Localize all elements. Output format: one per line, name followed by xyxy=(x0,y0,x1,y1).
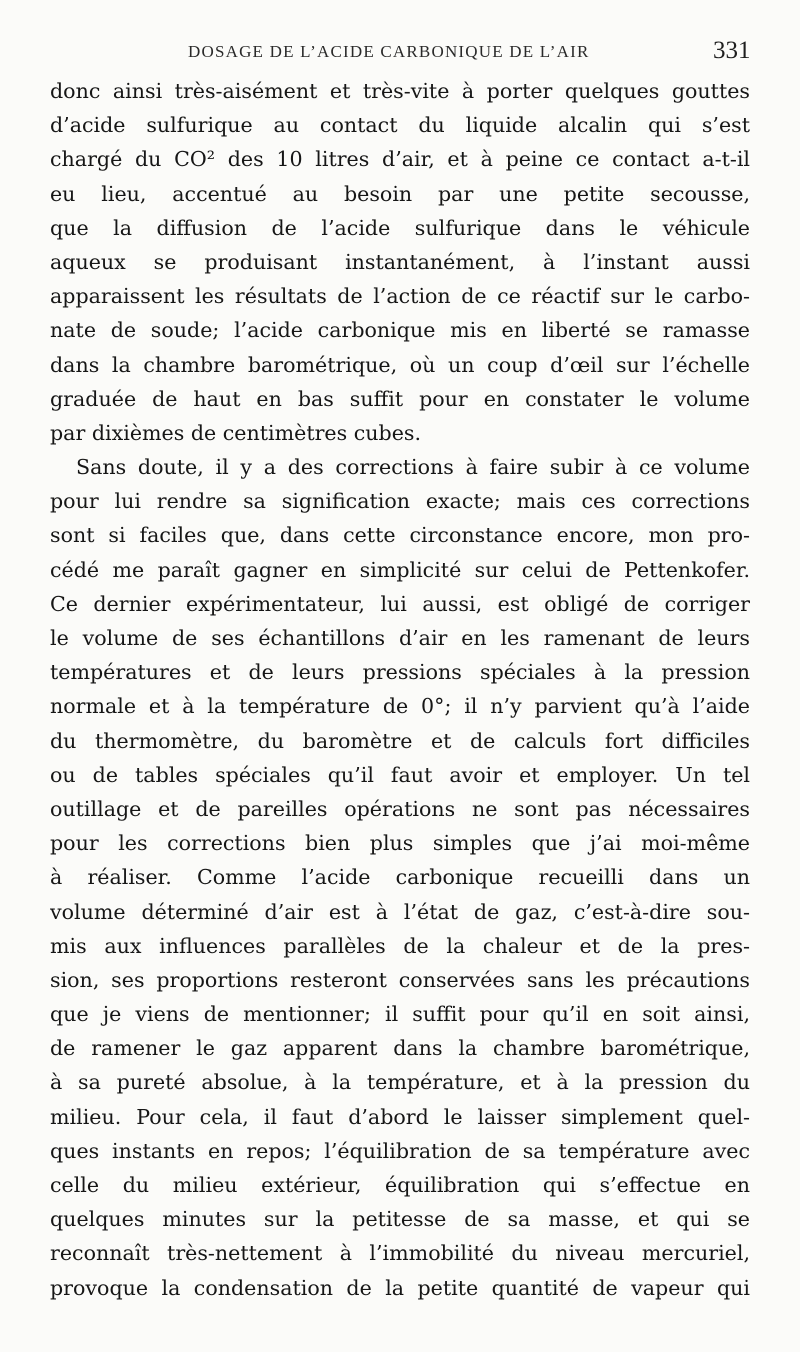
text-line: que la diffusion de l’acide sulfurique dans le véhicule xyxy=(50,215,750,240)
text-line: sion, ses proportions resteront conservées sans les précautions xyxy=(50,967,750,992)
text-line: pour les corrections bien plus simples que j’ai moi-même xyxy=(50,831,750,856)
text-line: reconnaît très-nettement à l’immobilité du niveau mercuriel, xyxy=(50,1241,750,1266)
text-line: chargé du CO² des 10 litres d’air, et à peine ce contact a-t-il xyxy=(50,147,750,172)
text-line: outillage et de pareilles opérations ne sont pas nécessaires xyxy=(50,796,750,821)
text-line: cédé me paraît gagner en simplicité sur celui de Pettenkofer. xyxy=(50,557,750,582)
text-line: par dixièmes de centimètres cubes. xyxy=(50,420,422,445)
text-line: dans la chambre barométrique, où un coup d’œil sur l’échelle xyxy=(50,352,750,377)
text-line: apparaissent les résultats de l’action de ce réactif sur le carbo- xyxy=(50,284,750,309)
text-line: à sa pureté absolue, à la température, et à la pression du xyxy=(50,1070,750,1095)
text-line: de ramener le gaz apparent dans la chambre barométrique, xyxy=(50,1036,750,1061)
running-head xyxy=(0,36,800,68)
text-line: graduée de haut en bas suffit pour en constater le volume xyxy=(50,386,750,411)
text-line: températures et de leurs pressions spéciales à la pression xyxy=(50,660,750,685)
text-line: du thermomètre, du baromètre et de calculs fort difficiles xyxy=(50,728,750,753)
text-line: aqueux se produisant instantanément, à l’instant aussi xyxy=(50,249,750,274)
running-title: DOSAGE DE L’ACIDE CARBONIQUE DE L’AIR xyxy=(188,42,590,61)
text-line: volume déterminé d’air est à l’état de gaz, c’est-à-dire sou- xyxy=(50,899,750,924)
text-line: mis aux influences parallèles de la chaleur et de la pres- xyxy=(50,933,750,958)
text-line: celle du milieu extérieur, équilibration qui s’effectue en xyxy=(50,1173,750,1197)
text-line: à réaliser. Comme l’acide carbonique recueilli dans un xyxy=(50,865,750,890)
text-line: pour lui rendre sa signification exacte; mais ces corrections xyxy=(50,489,750,514)
text-line: quelques minutes sur la petitesse de sa masse, et qui se xyxy=(50,1207,750,1232)
text-line: d’acide sulfurique au contact du liquide alcalin qui s’est xyxy=(50,113,750,138)
text-line: provoque la condensation de la petite quantité de vapeur qui xyxy=(50,1275,750,1300)
text-line: sont si faciles que, dans cette circonstance encore, mon pro- xyxy=(50,523,750,548)
text-line: eu lieu, accentué au besoin par une petite secousse, xyxy=(50,181,750,206)
text-line: milieu. Pour cela, il faut d’abord le laisser simplement quel- xyxy=(50,1104,750,1129)
text-line: ques instants en repos; l’équilibration de sa température avec xyxy=(50,1138,750,1163)
text-line: nate de soude; l’acide carbonique mis en liberté se ramasse xyxy=(50,318,750,343)
body-text xyxy=(50,74,750,1305)
text-line: normale et à la température de 0°; il n’y parvient qu’à l’aide xyxy=(50,694,750,719)
text-line: Sans doute, il y a des corrections à faire subir à ce volume xyxy=(76,455,750,480)
text-line: le volume de ses échantillons d’air en les ramenant de leurs xyxy=(50,626,750,650)
text-line: que je viens de mentionner; il suffit pour qu’il en soit ainsi, xyxy=(50,1002,750,1027)
text-line: donc ainsi très-aisément et très-vite à porter quelques gouttes xyxy=(50,79,750,103)
text-line: Ce dernier expérimentateur, lui aussi, est obligé de corriger xyxy=(50,591,750,616)
page-number: 331 xyxy=(713,37,751,64)
text-line: ou de tables spéciales qu’il faut avoir et employer. Un tel xyxy=(50,762,750,787)
